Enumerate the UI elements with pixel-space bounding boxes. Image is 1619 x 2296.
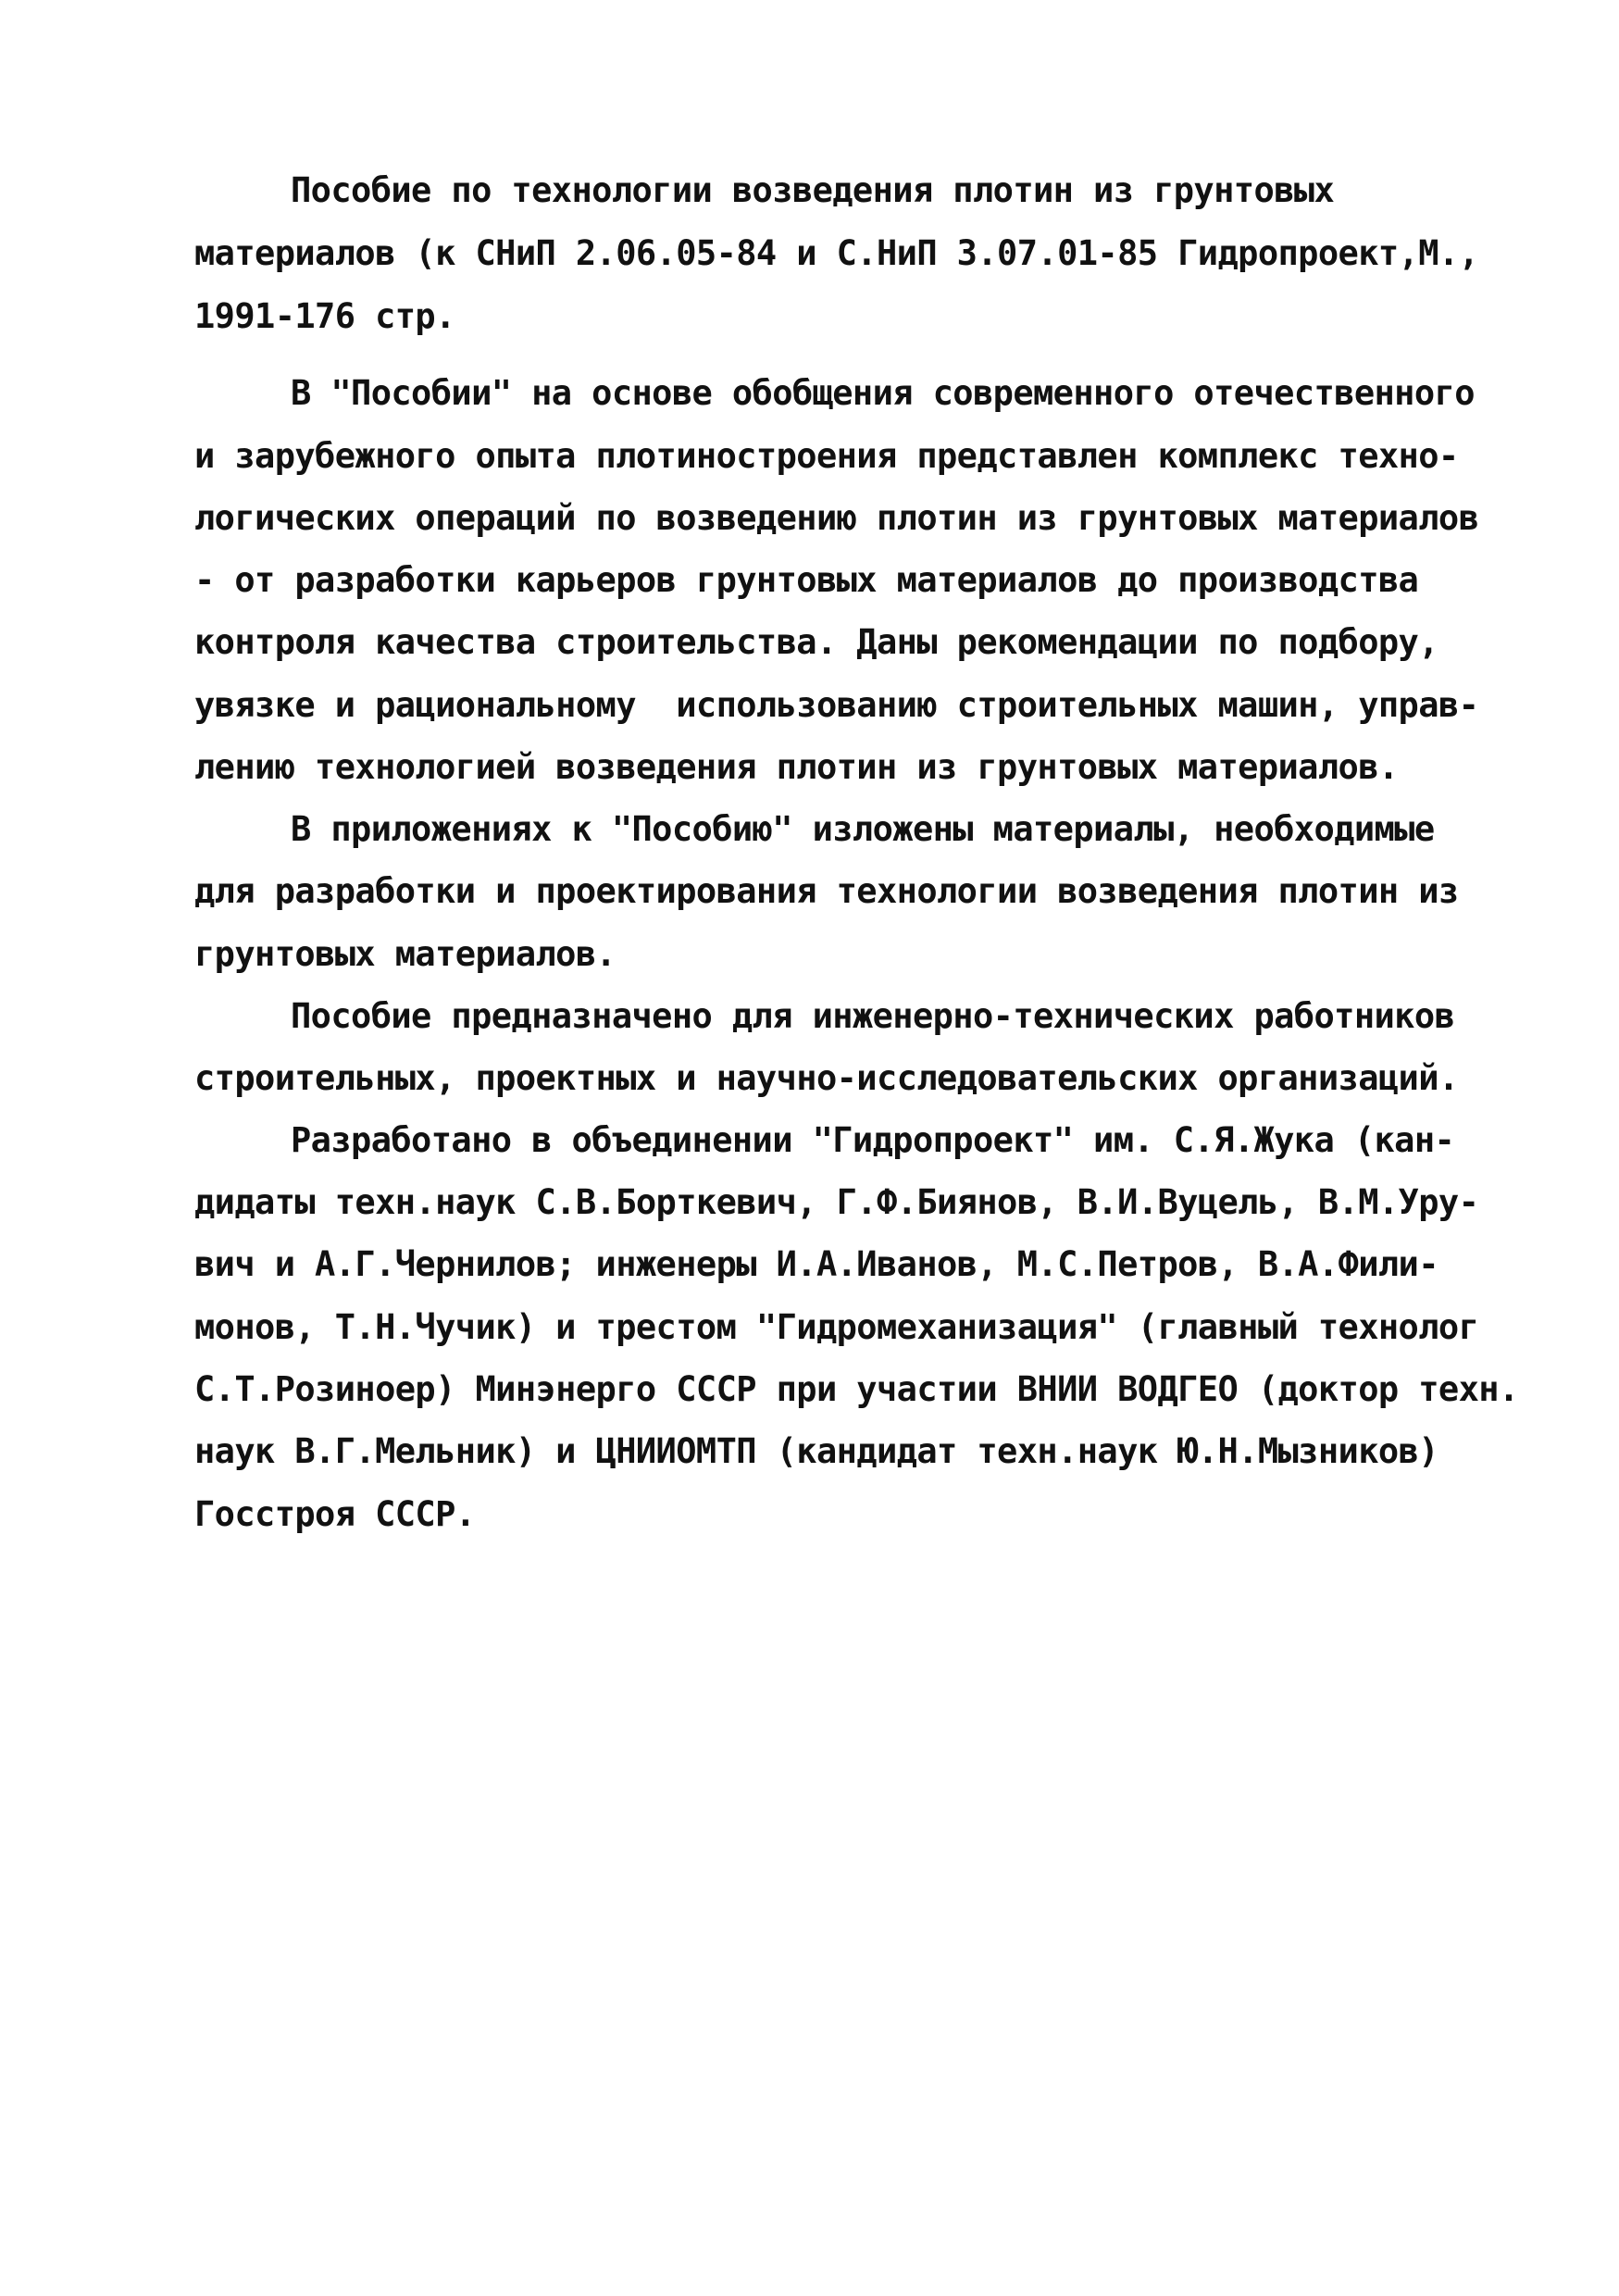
bibliographic-line-2: материалов (к СНиП 2.06.05-84 и С.НиП 3.07.01-85 Гидропроект,М., bbox=[194, 233, 1479, 273]
abstract-line-4: - от разработки карьеров грунтовых материалов до производства bbox=[194, 560, 1419, 600]
authors-line-3: вич и А.Г.Чернилов; инженеры И.А.Иванов, М.С.Петров, В.А.Фили- bbox=[194, 1244, 1438, 1284]
authors-line-4: монов, Т.Н.Чучик) и трестом "Гидромеханизация" (главный технолог bbox=[194, 1307, 1479, 1347]
abstract-line-7: лению технологией возведения плотин из грунтовых материалов. bbox=[194, 747, 1399, 787]
abstract-line-6: увязке и рациональному использованию строительных машин, управ- bbox=[194, 685, 1479, 725]
bibliographic-line-1: Пособие по технологии возведения плотин из грунтовых bbox=[291, 170, 1335, 210]
bibliographic-line-3: 1991-176 стр. bbox=[194, 296, 455, 336]
abstract-line-1: В "Пособии" на основе обобщения современного отечественного bbox=[291, 373, 1475, 413]
authors-line-2: дидаты техн.наук С.В.Борткевич, Г.Ф.Биянов, В.И.Вуцель, В.М.Уру- bbox=[194, 1182, 1479, 1222]
authors-line-6: наук В.Г.Мельник) и ЦНИИОМТП (кандидат техн.наук Ю.Н.Мызников) bbox=[194, 1431, 1438, 1471]
appendix-line-2: для разработки и проектирования технологии возведения плотин из bbox=[194, 871, 1459, 911]
abstract-line-5: контроля качества строительства. Даны рекомендации по подбору, bbox=[194, 622, 1438, 662]
audience-line-1: Пособие предназначено для инженерно-технических работников bbox=[291, 996, 1455, 1036]
authors-line-5: С.Т.Розиноер) Минэнерго СССР при участии ВНИИ ВОДГЕО (доктор техн. bbox=[194, 1369, 1519, 1409]
appendix-line-3: грунтовых материалов. bbox=[194, 934, 616, 974]
appendix-line-1: В приложениях к "Пособию" изложены материалы, необходимые bbox=[291, 809, 1435, 849]
authors-line-1: Разработано в объединении "Гидропроект" им. С.Я.Жука (кан- bbox=[291, 1120, 1455, 1160]
audience-line-2: строительных, проектных и научно-исследовательских организаций. bbox=[194, 1058, 1459, 1098]
abstract-line-3: логических операций по возведению плотин из грунтовых материалов bbox=[194, 498, 1479, 538]
abstract-line-2: и зарубежного опыта плотиностроения представлен комплекс техно- bbox=[194, 436, 1459, 476]
authors-line-7: Госстроя СССР. bbox=[194, 1494, 476, 1534]
